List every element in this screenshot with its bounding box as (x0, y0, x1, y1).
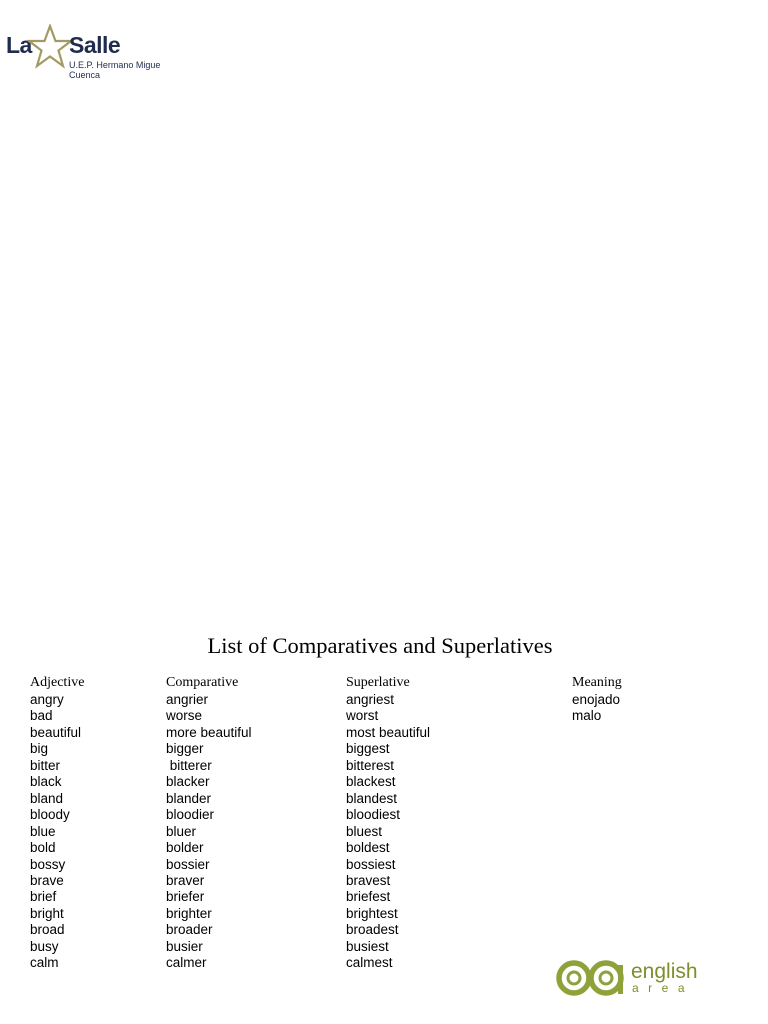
table-row (0, 725, 760, 741)
adjective-cell: busy (30, 938, 59, 954)
superlative-cell: busiest (346, 938, 389, 954)
superlative-cell: angriest (346, 692, 395, 707)
adjective-cell: brief (30, 889, 57, 905)
comparative-cell: brighter (166, 905, 212, 921)
adjective-cell: bright (30, 905, 64, 921)
superlative-cell: bossiest (346, 856, 396, 872)
table-row (0, 692, 760, 708)
comparative-cell: broader (166, 922, 213, 938)
superlative-cell: blackest (346, 774, 396, 790)
comparative-cell: blander (166, 790, 212, 806)
comparative-cell: bossier (166, 856, 210, 872)
comparative-cell: calmer (166, 955, 207, 971)
table-row (0, 758, 760, 774)
table-row (0, 708, 760, 724)
adjective-cell: bland (30, 790, 64, 806)
comparative-cell: worse (166, 708, 203, 724)
header-comparative: Comparative (166, 675, 239, 690)
superlative-cell: worst (346, 708, 379, 724)
adjective-cell: blue (30, 823, 56, 839)
logo-subtitle-school: U.E.P. Hermano Migue (69, 60, 161, 70)
table-row (0, 774, 760, 790)
superlative-cell: brightest (346, 905, 398, 921)
adjective-cell: big (30, 741, 49, 757)
comparative-cell: bluer (166, 823, 197, 839)
adjective-cell: black (30, 774, 62, 790)
logo-subtitle-city: Cuenca (69, 70, 101, 80)
comparative-cell: bolder (166, 840, 204, 856)
meaning-cell: malo (572, 708, 602, 724)
adjective-cell: bad (30, 708, 53, 724)
comparative-cell: angrier (166, 692, 209, 707)
comparative-cell: more beautiful (166, 724, 252, 740)
comparative-cell: blacker (166, 774, 210, 790)
header-adjective: Adjective (30, 675, 85, 690)
superlative-cell: bluest (346, 823, 383, 839)
comparative-cell: braver (166, 872, 205, 888)
table-row (0, 741, 760, 757)
adjective-cell: angry (30, 692, 64, 707)
table-row (0, 824, 760, 840)
comparative-cell: briefer (166, 889, 205, 905)
logo-word-la: La (6, 32, 32, 58)
table-row (0, 791, 760, 807)
meaning-cell: enojado (572, 692, 621, 707)
superlative-cell: bloodiest (346, 807, 401, 823)
comparative-cell: busier (166, 938, 203, 954)
superlative-cell: bravest (346, 872, 391, 888)
logo-word-salle: Salle (69, 32, 121, 58)
comparative-cell: bitterer (166, 757, 212, 773)
la-salle-logo (6, 26, 206, 86)
superlative-cell: calmest (346, 955, 393, 971)
comparative-cell: bigger (166, 741, 204, 757)
adjective-cell: beautiful (30, 724, 82, 740)
star-icon (27, 24, 73, 70)
table-row (0, 840, 760, 856)
table-row (0, 807, 760, 823)
table-row (0, 873, 760, 889)
table-row (0, 889, 760, 905)
adjective-cell: calm (30, 955, 59, 971)
english-area-logo (556, 955, 716, 1001)
table-row (0, 906, 760, 922)
adjective-cell: bold (30, 840, 56, 856)
english-area-mark-icon (556, 955, 634, 1001)
english-area-word-top: english (631, 960, 698, 983)
superlative-cell: broadest (346, 922, 399, 938)
table-row (0, 922, 760, 938)
adjective-cell: broad (30, 922, 65, 938)
adjective-cell: bloody (30, 807, 70, 823)
superlative-cell: boldest (346, 840, 390, 856)
adjective-cell: bitter (30, 757, 61, 773)
superlative-cell: bitterest (346, 757, 395, 773)
comparative-cell: bloodier (166, 807, 215, 823)
header-superlative: Superlative (346, 675, 410, 690)
english-area-word-bottom: area (632, 981, 695, 995)
superlative-cell: briefest (346, 889, 391, 905)
page-title: List of Comparatives and Superlatives (207, 633, 553, 658)
table-row (0, 857, 760, 873)
header-meaning: Meaning (572, 675, 622, 690)
superlative-cell: blandest (346, 790, 398, 806)
adjective-cell: bossy (30, 856, 66, 872)
table-row (0, 939, 760, 955)
adjective-cell: brave (30, 872, 64, 888)
superlative-cell: most beautiful (346, 724, 431, 740)
superlative-cell: biggest (346, 741, 390, 757)
